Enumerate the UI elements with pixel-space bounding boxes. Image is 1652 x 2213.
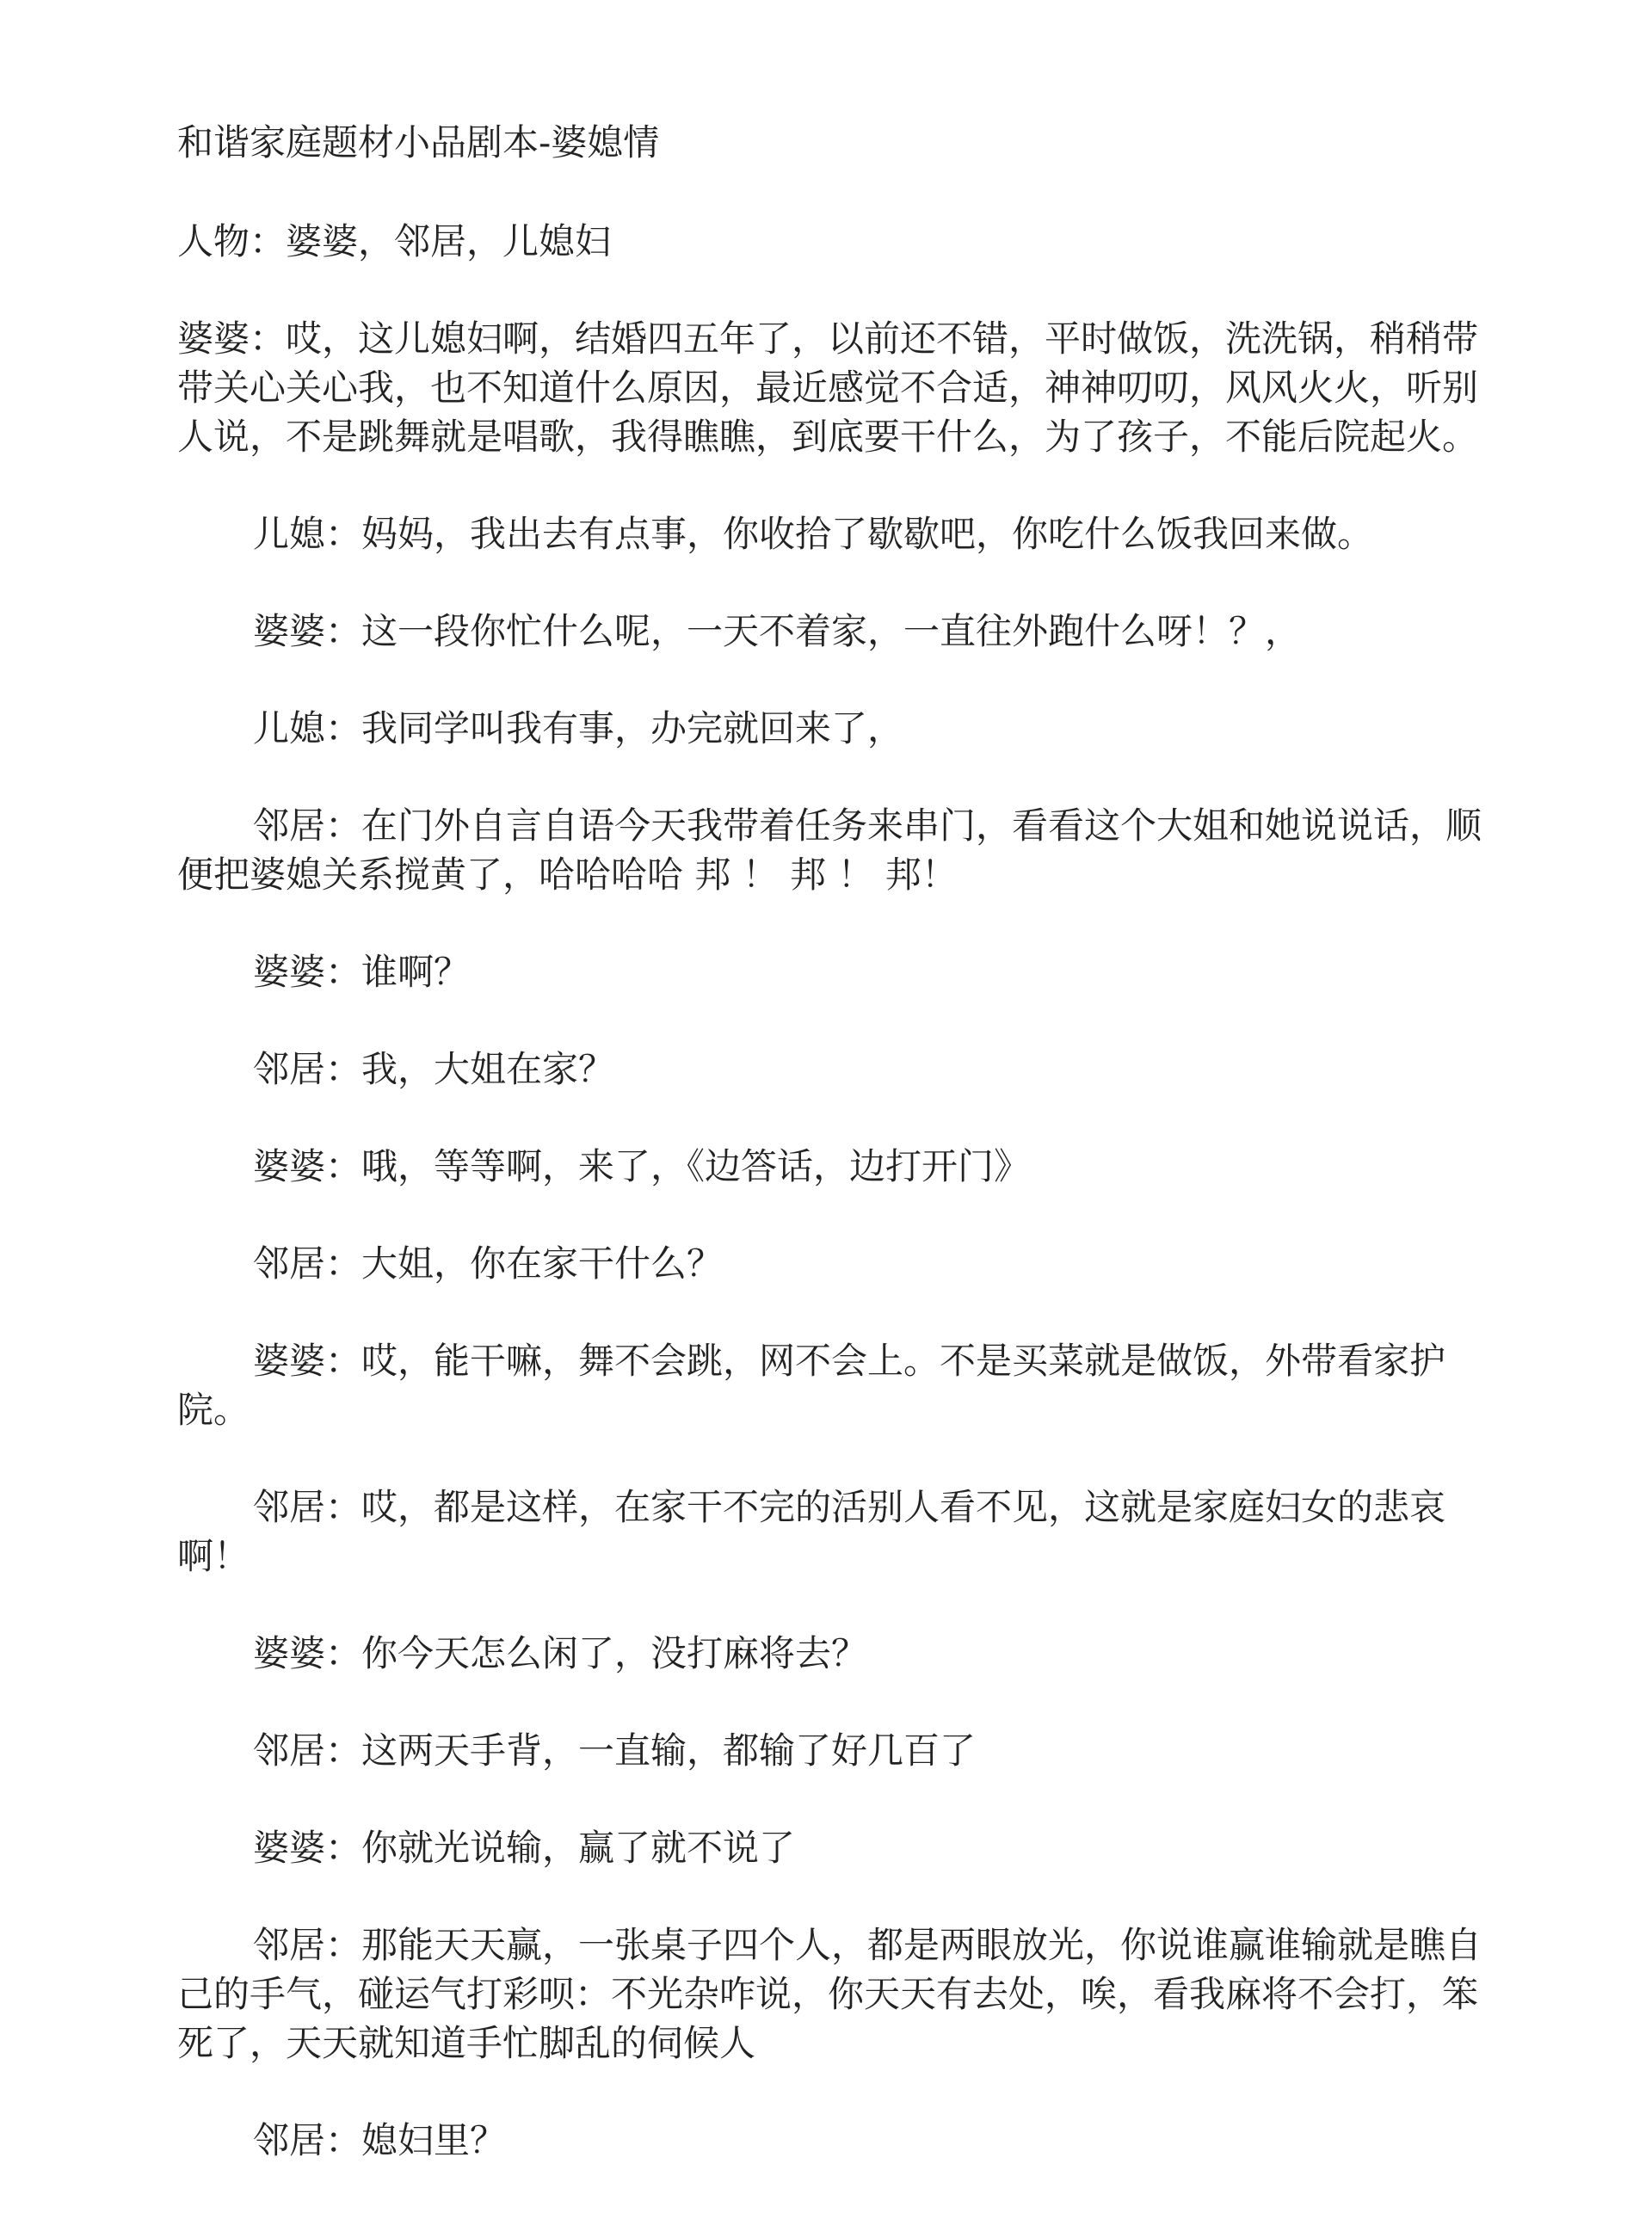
dialogue-text: 这一段你忙什么呢，一天不着家，一直往外跑什么呀！？，: [361, 610, 1302, 652]
speaker-label: 邻居：: [253, 1048, 362, 1090]
speaker-label: 邻居：: [253, 1729, 362, 1772]
document-page: [177, 119, 1494, 2213]
dialogue-line: [177, 1823, 1494, 1872]
dialogue-text: 我同学叫我有事，办完就回来了，: [361, 707, 904, 749]
speaker-label: 婆婆：: [253, 951, 362, 993]
dialogue-line: [177, 1920, 1494, 2068]
characters-line: 人物：婆婆，邻居，儿媳妇: [177, 220, 612, 262]
dialogue-text: 你就光说输，赢了就不说了: [361, 1827, 796, 1869]
speaker-label: 儿媳：: [253, 707, 362, 749]
dialogue-text: 大姐，你在家干什么？: [361, 1242, 724, 1285]
speaker-label: 婆婆：: [253, 1145, 362, 1187]
speaker-label: 婆婆：: [253, 1340, 362, 1382]
dialogue-text: 哎，能干嘛，舞不会跳，网不会上。不是买菜就是做饭，外带看家护院。: [177, 1340, 1446, 1431]
dialogue-line: [177, 704, 1494, 753]
speaker-label: 婆婆：: [253, 610, 362, 652]
dialogue-line: [177, 1045, 1494, 1094]
dialogue-line: [177, 607, 1494, 656]
speaker-label: 婆婆：: [253, 1827, 362, 1869]
dialogue-line: [177, 2116, 1494, 2165]
dialogue-line: [177, 801, 1494, 899]
speaker-label: 邻居：: [253, 1924, 362, 1966]
speaker-label: 邻居：: [253, 804, 362, 847]
dialogue-text: 哎，这儿媳妇啊，结婚四五年了，以前还不错，平时做饭，洗洗锅，稍稍带带关心关心我，也不知道什么原因，最近感觉不合适，神神叨叨，风风火火，听别人说，不是跳舞就是唱歌，我得瞧瞧，到底要干什么，为了孩子，不能后院起火。: [177, 317, 1479, 458]
speaker-label: 邻居：: [253, 1486, 362, 1528]
dialogue-text: 我，大姐在家？: [361, 1048, 615, 1090]
speaker-label: 邻居：: [253, 2119, 362, 2161]
dialogue-line: [177, 1629, 1494, 1678]
dialogue-text: 这两天手背，一直输，都输了好几百了: [361, 1729, 977, 1772]
document-title: 和谐家庭题材小品剧本-婆媳情: [177, 121, 660, 163]
dialogue-line: [177, 509, 1494, 558]
dialogue-text: 那能天天赢，一张桌子四个人，都是两眼放光，你说谁赢谁输就是瞧自己的手气，碰运气打彩呗：不光杂咋说，你天天有去处，唉，看我麻将不会打，笨死了，天天就知道手忙脚乱的伺候人: [177, 1924, 1482, 2064]
dialogue-line: [177, 1726, 1494, 1775]
intro-paragraph: [177, 314, 1494, 461]
dialogue-text: 妈妈，我出去有点事，你收拾了歇歇吧，你吃什么饭我回来做。: [361, 513, 1374, 555]
speaker-label: 婆婆：: [177, 317, 287, 360]
dialogue-text: 哦，等等啊，来了，《边答话，边打开门》: [361, 1145, 1031, 1187]
dialogue-text: 媳妇里？: [361, 2119, 507, 2161]
dialogue-line: [177, 1336, 1494, 1434]
dialogue-text: 谁啊？: [361, 951, 471, 993]
dialogue-text: 在门外自言自语今天我带着任务来串门，看看这个大姐和她说说话，顺便把婆媳关系搅黄了，哈哈哈哈 邦 ！ 邦 ！ 邦！: [177, 804, 1482, 896]
dialogue-line: [177, 947, 1494, 996]
speaker-label: 婆婆：: [253, 1632, 362, 1674]
speaker-label: 儿媳：: [253, 513, 362, 555]
dialogue-line: [177, 1483, 1494, 1581]
dialogue-text: 你今天怎么闲了，没打麻将去？: [361, 1632, 868, 1674]
dialogue-text: 哎，都是这样，在家干不完的活别人看不见，这就是家庭妇女的悲哀啊！: [177, 1486, 1446, 1577]
dialogue-line: [177, 1239, 1494, 1288]
speaker-label: 邻居：: [253, 1242, 362, 1285]
dialogue-line: [177, 1142, 1494, 1191]
